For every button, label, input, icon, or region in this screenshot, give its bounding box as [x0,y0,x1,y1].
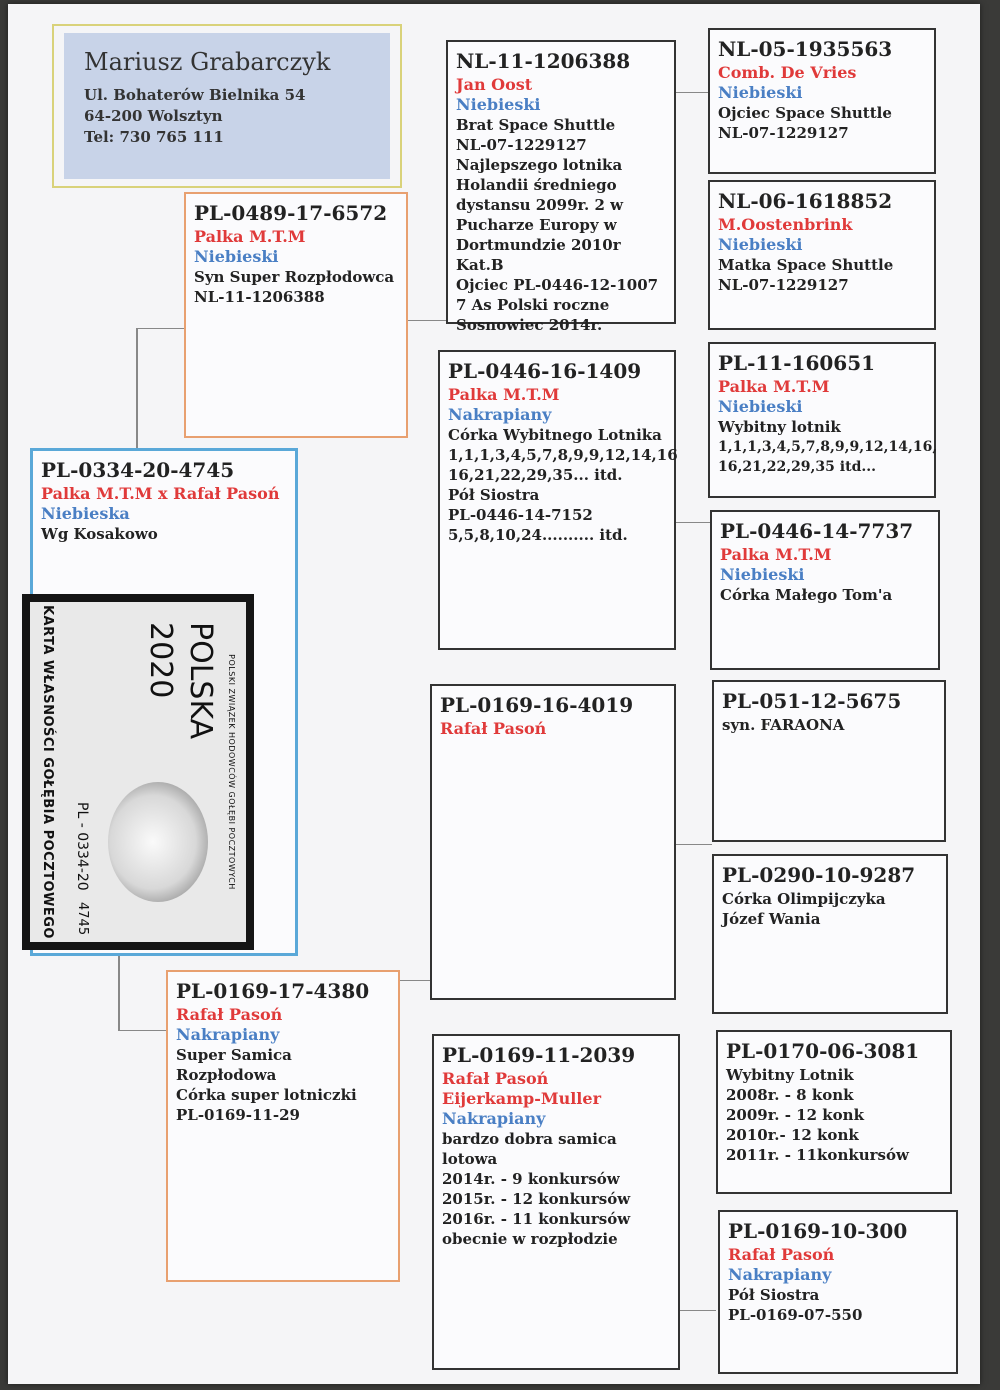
connector-line [676,92,712,93]
breeder: Rafał Pasoń [442,1069,549,1088]
note: Pucharze Europy w [456,216,617,234]
pigeon-mother [166,970,400,1282]
color: Niebieski [718,397,803,416]
note: Najlepszego lotnika [456,156,623,174]
card-header: POLSKI ZWIĄZEK HODOWCÓW GOŁĘBI POCZTOWYCH [227,654,236,890]
note: 2014r. - 9 konkursów [442,1170,620,1188]
owner-card [52,24,402,188]
color: Nakrapiany [442,1109,546,1128]
pigeon-fmm [710,510,940,670]
ring-number: PL-0446-14-7737 [720,519,914,543]
note: PL-0169-11-29 [176,1106,300,1124]
connector-line [408,320,448,321]
note: Córka super lotniczki [176,1086,357,1104]
breeder: Rafał Pasoń [176,1005,283,1024]
ring-number: NL-05-1935563 [718,37,893,61]
ring-number: PL-0170-06-3081 [726,1039,920,1063]
breeder: Palka M.T.M [720,545,832,564]
ring-number: PL-11-160651 [718,351,876,375]
note: Córka Olimpijczyka [722,890,886,908]
pigeon-ffm [708,180,936,330]
note: PL-0169-07-550 [728,1306,863,1324]
connector-line [676,522,712,523]
note: 7 As Polski roczne [456,296,610,314]
note: dystansu 2099r. 2 w [456,196,624,214]
pigeon-fm [438,350,676,650]
breeder-2: Eijerkamp-Muller [442,1089,601,1108]
ring-number: PL-0169-16-4019 [440,693,634,717]
note: 16,21,22,29,35 itd... [718,459,876,475]
note: Syn Super Rozpłodowca [194,268,395,286]
note: 2015r. - 12 konkursów [442,1190,631,1208]
pigeon-mf [430,684,676,1000]
note: Ojciec PL-0446-12-1007 [456,276,659,294]
note: 16,21,22,29,35... itd. [448,466,623,484]
pigeon-father [184,192,408,438]
note: PL-0446-14-7152 [448,506,593,524]
note: NL-07-1229127 [718,124,849,142]
ring-number: NL-06-1618852 [718,189,893,213]
note: Dortmundzie 2010r Kat.B [456,236,621,274]
note: Wg Kosakowo [41,525,158,543]
pigeon-fff [708,28,936,174]
color: Nakrapiany [448,405,552,424]
note: Wybitny Lotnik [726,1066,854,1084]
breeder: Palka M.T.M x Rafał Pasoń [41,484,280,503]
breeder: Rafał Pasoń [728,1245,835,1264]
note: 1,1,1,3,4,5,7,8,9,9,12,14,16, [718,439,938,455]
card-footer: KARTA WŁASNOŚCI GOŁĘBIA POCZTOWEGO [40,604,55,939]
note: Córka Wybitnego Lotnika [448,426,662,444]
note: bardzo dobra samica [442,1130,617,1148]
color: Niebieski [718,235,803,254]
card-country: POLSKA [183,622,218,740]
note: Holandii średniego [456,176,617,194]
note: Ojciec Space Shuttle [718,104,892,122]
connector-line [118,950,120,1030]
note: 2010r.- 12 konk [726,1126,859,1144]
pigeon-fmf [708,342,936,498]
ring-number: NL-11-1206388 [456,49,631,73]
note: Pół Siostra [448,486,540,504]
breeder: Palka M.T.M [718,377,830,396]
ring-number: PL-0290-10-9287 [722,863,916,887]
color: Nakrapiany [176,1025,280,1044]
pigeon-mmm [718,1210,958,1374]
color: Niebieska [41,504,130,523]
owner-address-line1: Ul. Bohaterów Bielnika 54 [84,86,306,104]
note: Wybitny lotnik [718,418,841,436]
note: syn. FARAONA [722,716,845,734]
color: Niebieski [456,95,541,114]
note: 1,1,1,3,4,5,7,8,9,9,12,14,16 [448,446,678,464]
ownership-card [22,594,254,950]
card-number: 4745 [75,902,90,936]
note: obecnie w rozpłodzie [442,1230,618,1248]
ring-number: PL-051-12-5675 [722,689,902,713]
pigeon-mff [712,680,946,842]
note: Brat Space Shuttle [456,116,616,134]
note: 2008r. - 8 konk [726,1086,854,1104]
color: Niebieski [720,565,805,584]
note: NL-07-1229127 [456,136,587,154]
breeder: M.Oostenbrink [718,215,853,234]
note: 2016r. - 11 konkursów [442,1210,631,1228]
note: NL-07-1229127 [718,276,849,294]
pigeon-mm [432,1034,680,1370]
connector-line [136,328,138,458]
owner-address-line2: 64-200 Wolsztyn [84,107,223,125]
ring-number: PL-0169-10-300 [728,1219,908,1243]
card-ring: PL - 0334-20 [74,802,90,891]
note: Matka Space Shuttle [718,256,894,274]
note: Pół Siostra [728,1286,820,1304]
connector-line [676,844,712,845]
owner-phone: Tel: 730 765 111 [84,128,224,146]
color: Niebieski [194,247,279,266]
pigeon-mmf [716,1030,952,1194]
breeder: Palka M.T.M [448,385,560,404]
pigeon-ff [446,40,676,334]
pedigree-sheet [8,4,980,1384]
note: Super Samica Rozpłodowa [176,1046,292,1084]
connector-line [678,1310,716,1311]
ring-number: PL-0169-17-4380 [176,979,370,1003]
card-year: 2020 [143,622,178,699]
breeder: Jan Oost [456,75,533,94]
note: 5,5,8,10,24.......... itd. [448,526,628,544]
ring-number: PL-0169-11-2039 [442,1043,636,1067]
ring-number: PL-0334-20-4745 [41,458,235,482]
pigeon-photo [108,782,208,902]
owner-name: Mariusz Grabarczyk [84,48,331,76]
color: Nakrapiany [728,1265,832,1284]
ring-number: PL-0489-17-6572 [194,201,388,225]
note: Córka Małego Tom'a [720,586,893,604]
ring-number: PL-0446-16-1409 [448,359,642,383]
connector-line [136,328,186,329]
owner-info [64,33,390,179]
note: 2009r. - 12 konk [726,1106,864,1124]
note: Józef Wania [722,910,821,928]
color: Niebieski [718,83,803,102]
breeder: Comb. De Vries [718,63,857,82]
breeder: Palka M.T.M [194,227,306,246]
pigeon-mfm [712,854,948,1014]
note: 2011r. - 11konkursów [726,1146,909,1164]
note: NL-11-1206388 [194,288,325,306]
connector-line [118,1030,168,1031]
note: Sosnowiec 2014r. [456,316,603,334]
note: lotowa [442,1150,498,1168]
breeder: Rafał Pasoń [440,719,547,738]
